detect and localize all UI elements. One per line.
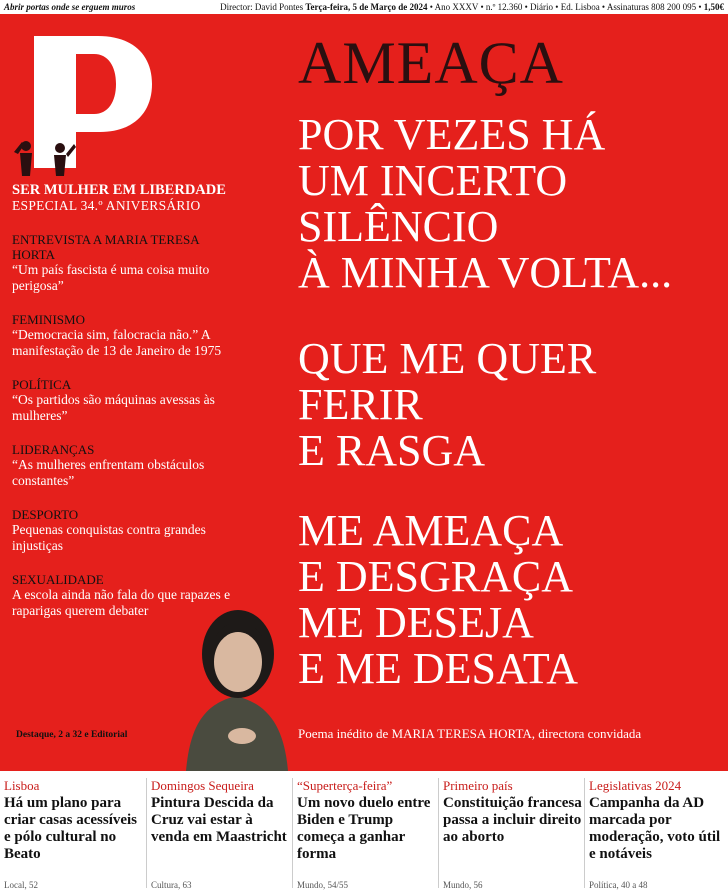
special-title: SER MULHER EM LIBERDADE [12,182,226,198]
teaser-ref: Política, 40 a 48 [589,880,648,890]
teaser-ref: Mundo, 54/55 [297,880,349,890]
bottom-teasers [0,774,728,893]
item-title: LIDERANÇAS [12,442,95,457]
teaser-primeiro-pais[interactable] [443,778,583,846]
item-text: “Os partidos são máquinas avessas às mulheres” [12,392,215,423]
teaser-section: Primeiro país [443,778,513,793]
portrait-photo [176,576,296,771]
poem-stanza-1 [298,112,718,296]
poem-line: ME DESEJA [298,598,534,647]
item-entrevista[interactable] [12,232,240,294]
teaser-superterca[interactable] [297,778,437,863]
meta-price: 1,50€ [703,2,724,12]
special-column [12,182,240,619]
item-title: SEXUALIDADE [12,572,104,587]
item-text: “Um país fascista é uma coisa muito perigosa” [12,262,210,293]
poem-line: ME AMEAÇA [298,506,564,555]
poem-line: QUE ME QUER [298,334,597,383]
item-title: POLÍTICA [12,377,72,392]
poem-line: À MINHA VOLTA... [298,248,673,297]
poem-stanza-3 [298,508,718,692]
cover-panel [0,14,728,771]
item-text: A escola ainda não fala do que rapazes e raparigas querem debater [12,587,231,618]
publico-logo [12,18,162,188]
item-liderancas[interactable] [12,442,240,489]
item-desporto[interactable] [12,507,240,554]
logo-text: Público [30,55,55,126]
divider [438,778,439,888]
divider [584,778,585,888]
item-title: DESPORTO [12,507,79,522]
teaser-domingos-sequeira[interactable] [151,778,291,846]
masthead-bar [0,0,728,14]
teaser-lisboa[interactable] [4,778,144,863]
teaser-ref: Mundo, 56 [443,880,483,890]
poem-line: SILÊNCIO [298,202,499,251]
poem-line: E DESGRAÇA [298,552,574,601]
teaser-headline: Campanha da AD marcada por moderação, voto útil e notáveis [589,795,721,862]
teaser-headline: Um novo duelo entre Biden e Trump começa a ganhar forma [297,795,431,862]
poem-stanza-2 [298,336,718,474]
teaser-section: Lisboa [4,778,40,793]
divider [292,778,293,888]
teaser-ref: Local, 52 [4,880,38,890]
teaser-section: Domingos Sequeira [151,778,254,793]
teaser-section: “Superterça-feira” [297,778,393,793]
poem-line: E RASGA [298,426,486,475]
poem-credit: Poema inédito de MARIA TERESA HORTA, directora convidada [298,726,642,741]
poem-line: POR VEZES HÁ [298,110,606,159]
teaser-section: Legislativas 2024 [589,778,682,793]
item-feminismo[interactable] [12,312,240,359]
main-headline: AMEAÇA [298,30,565,96]
divider [146,778,147,888]
item-text: “As mulheres enfrentam obstáculos constantes” [12,457,205,488]
meta-date: Terça-feira, 5 de Março de 2024 [305,2,428,12]
teaser-ref: Cultura, 63 [151,880,192,890]
special-subtitle: ESPECIAL 34.º ANIVERSÁRIO [12,198,201,213]
poem-line: E ME DESATA [298,644,579,693]
teaser-headline: Há um plano para criar casas acessíveis e pólo cultural no Beato [4,795,138,862]
teaser-legislativas[interactable] [589,778,728,863]
teaser-headline: Constituição francesa passa a incluir direito ao aborto [443,795,582,845]
item-title: ENTREVISTA A MARIA TERESA HORTA [12,232,199,262]
item-title: FEMINISMO [12,312,85,327]
poem-line: FERIR [298,380,423,429]
meta-info: • Ano XXXV • n.º 12.360 • Diário • Ed. Lisboa • Assinaturas 808 200 095 • [427,2,704,12]
item-politica[interactable] [12,377,240,424]
masthead-motto: Abrir portas onde se erguem muros [4,2,136,12]
masthead-meta [220,0,724,14]
pages-footnote: Destaque, 2 a 32 e Editorial [16,730,128,740]
item-text: Pequenas conquistas contra grandes injustiças [12,522,206,553]
poem-line: UM INCERTO [298,156,568,205]
meta-director: Director: David Pontes [220,2,306,12]
item-text: “Democracia sim, falocracia não.” A manifestação de 13 de Janeiro de 1975 [12,327,222,358]
teaser-headline: Pintura Descida da Cruz vai estar à venda em Maastricht [151,795,287,845]
